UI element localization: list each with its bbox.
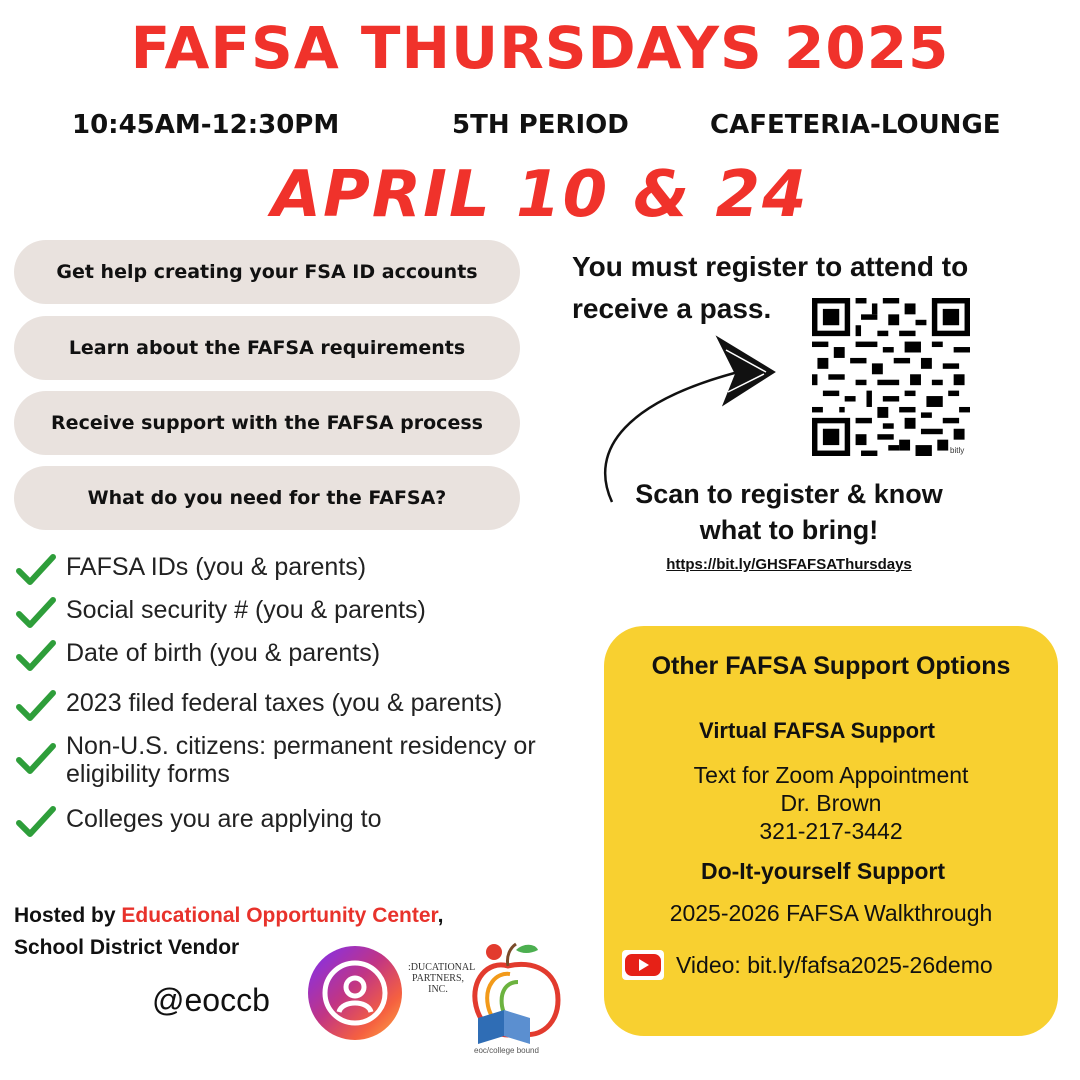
register-link[interactable]: https://bit.ly/GHSFAFSAThursdays bbox=[666, 556, 912, 573]
social-handle: @eoccb bbox=[152, 982, 270, 1018]
pill-requirements: Learn about the FAFSA requirements bbox=[14, 316, 520, 380]
register-notice: You must register to attend to receive a pass. bbox=[572, 251, 969, 324]
virtual-heading: Virtual FAFSA Support bbox=[699, 718, 935, 743]
hosted-line2: School District Vendor bbox=[14, 936, 240, 959]
checklist-item bbox=[16, 689, 502, 723]
checkmark-icon bbox=[16, 742, 56, 776]
pill-what-needed: What do you need for the FAFSA? bbox=[14, 466, 520, 530]
video-link[interactable]: Video: bit.ly/fafsa2025-26demo bbox=[676, 951, 993, 978]
page-title: FAFSA THURSDAYS 2025 bbox=[130, 14, 950, 82]
checklist-item bbox=[16, 805, 381, 839]
checklist-label: Social security # (you & parents) bbox=[66, 596, 426, 624]
logo-text: :DUCATIONAL bbox=[408, 962, 476, 973]
checklist-item bbox=[16, 553, 366, 587]
checkmark-icon bbox=[16, 553, 56, 587]
diy-heading: Do-It-yourself Support bbox=[700, 858, 946, 884]
pill-fsa-id: Get help creating your FSA ID accounts bbox=[14, 240, 520, 304]
checkmark-icon bbox=[16, 689, 56, 723]
event-time: 10:45AM-12:30PM bbox=[72, 110, 340, 140]
virtual-phone: 321-217-3442 bbox=[759, 818, 903, 844]
event-dates: APRIL 10 & 24 bbox=[271, 158, 809, 232]
checklist-label: Date of birth (you & parents) bbox=[66, 639, 381, 667]
checklist-label: Non-U.S. citizens: permanent residency or eligibility forms bbox=[66, 732, 536, 788]
support-panel bbox=[604, 626, 1058, 1036]
diy-line: 2025-2026 FAFSA Walkthrough bbox=[669, 900, 993, 926]
checklist-label: Colleges you are applying to bbox=[66, 805, 382, 833]
checklist-label: 2023 filed federal taxes (you & parents) bbox=[66, 689, 503, 717]
qr-brand: bitly bbox=[950, 446, 965, 455]
checkmark-icon bbox=[16, 639, 56, 673]
checklist-item bbox=[16, 596, 426, 630]
support-heading: Other FAFSA Support Options bbox=[651, 652, 1011, 680]
checklist-item bbox=[16, 732, 576, 788]
checklist-label: FAFSA IDs (you & parents) bbox=[66, 553, 367, 581]
logo-text: PARTNERS, bbox=[411, 973, 465, 984]
checklist-item bbox=[16, 639, 380, 673]
virtual-line: Text for Zoom Appointment bbox=[693, 762, 969, 788]
event-period: 5TH PERIOD bbox=[452, 110, 629, 140]
host-organization: Educational Opportunity Center bbox=[121, 904, 438, 927]
video-row bbox=[622, 950, 1042, 980]
virtual-contact: Dr. Brown bbox=[780, 790, 882, 816]
youtube-icon bbox=[622, 950, 664, 980]
event-location: CAFETERIA-LOUNGE bbox=[710, 110, 1001, 140]
logo-caption: eoc/college bound bbox=[474, 1046, 539, 1055]
checkmark-icon bbox=[16, 805, 56, 839]
logo bbox=[408, 940, 568, 1060]
hosted-suffix: , bbox=[437, 904, 444, 927]
qr-code[interactable] bbox=[812, 298, 970, 456]
instagram-icon[interactable] bbox=[308, 946, 402, 1040]
pill-support: Receive support with the FAFSA process bbox=[14, 391, 520, 455]
logo-text: INC. bbox=[428, 984, 448, 995]
hosted-prefix: Hosted by bbox=[14, 904, 122, 927]
checkmark-icon bbox=[16, 596, 56, 630]
scan-instructions: Scan to register & know what to bring! bbox=[635, 479, 943, 545]
